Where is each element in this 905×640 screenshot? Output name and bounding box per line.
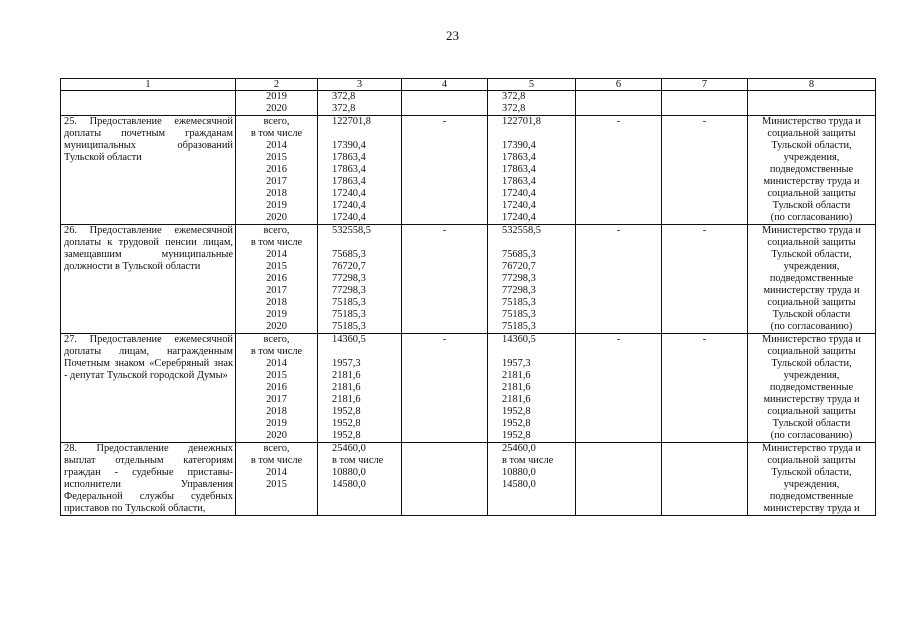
amount-value — [502, 128, 573, 140]
budget-funding-cell — [488, 116, 576, 225]
year-label: 2019 — [266, 418, 287, 429]
amount-value: 2181,6 — [502, 382, 531, 393]
responsible-cell — [748, 443, 876, 516]
year-label: в том числе — [250, 455, 303, 466]
year-label: 2019 — [266, 200, 287, 211]
responsible-line: (по согласованию) — [770, 430, 853, 441]
responsible-line: министерству труда и — [763, 394, 860, 405]
responsible-line: Министерство труда и — [762, 225, 861, 236]
col7-cell — [662, 334, 748, 443]
year-label: всего, — [263, 443, 290, 454]
responsible-line: подведомственные — [769, 491, 854, 502]
year-label: 2020 — [266, 321, 287, 332]
responsible-line: министерству труда и — [763, 285, 860, 296]
amount-value: 1957,3 — [502, 358, 531, 369]
year-label: 2017 — [266, 285, 287, 296]
amount-value: 75185,3 — [502, 321, 536, 332]
year-label: 2015 — [266, 261, 287, 272]
amount-value: 75185,3 — [502, 309, 536, 320]
responsible-cell — [748, 334, 876, 443]
program-row — [61, 116, 876, 225]
amount-value: 1957,3 — [332, 358, 361, 369]
responsible-cell — [748, 116, 876, 225]
year-label: всего, — [263, 334, 290, 345]
responsible-line: Министерство труда и — [762, 443, 861, 454]
year-label: 2017 — [266, 176, 287, 187]
amount-value: 10880,0 — [502, 467, 536, 478]
dash-value: - — [442, 225, 447, 236]
responsible-line: Министерство труда и — [762, 116, 861, 127]
program-row — [61, 334, 876, 443]
dash-value: - — [702, 225, 707, 236]
measure-title: 28. Предоставление денежных выплат отдельным категориям граждан - судебные приставы-исполнители Управления Федеральной службы судебных приставов по Тульской области, — [64, 443, 233, 514]
responsible-line: Тульской области, — [771, 140, 852, 151]
amount-value: 2181,6 — [332, 382, 361, 393]
total-funding-cell — [318, 116, 402, 225]
amount-value: 76720,7 — [502, 261, 536, 272]
responsible-line: учреждения, — [783, 152, 840, 163]
amount-value: 372,8 — [502, 103, 526, 114]
year-label: 2016 — [266, 164, 287, 175]
amount-value: 17240,4 — [332, 200, 366, 211]
amount-value: 122701,8 — [502, 116, 541, 127]
amount-value: 1952,8 — [332, 418, 361, 429]
amount-value: 122701,8 — [332, 116, 371, 127]
continuation-col8-cell — [748, 91, 876, 116]
amount-value: 75185,3 — [332, 309, 366, 320]
responsible-line: подведомственные — [769, 273, 854, 284]
col4-cell — [402, 334, 488, 443]
amount-value: 17390,4 — [502, 140, 536, 151]
responsible-line: министерству труда и — [763, 503, 860, 514]
responsible-line: (по согласованию) — [770, 212, 853, 223]
amount-value: 25460,0 — [332, 443, 366, 454]
responsible-line: подведомственные — [769, 382, 854, 393]
year-label: всего, — [263, 225, 290, 236]
amount-value: 372,8 — [502, 91, 526, 102]
amount-value: 372,8 — [332, 103, 356, 114]
amount-value: 17863,4 — [502, 164, 536, 175]
amount-value: 77298,3 — [502, 285, 536, 296]
responsible-line: (по согласованию) — [770, 321, 853, 332]
amount-value: 1952,8 — [332, 406, 361, 417]
responsible-line: учреждения, — [783, 370, 840, 381]
amount-value: 17863,4 — [332, 152, 366, 163]
responsible-line: подведомственные — [769, 164, 854, 175]
amount-value: 17240,4 — [502, 188, 536, 199]
continuation-title-cell — [61, 91, 236, 116]
amount-value: 77298,3 — [502, 273, 536, 284]
dash-value: - — [442, 116, 447, 127]
amount-value: 75185,3 — [502, 297, 536, 308]
amount-value: 17240,4 — [502, 212, 536, 223]
amount-value: 75685,3 — [332, 249, 366, 260]
col6-cell — [576, 116, 662, 225]
amount-value — [332, 237, 399, 249]
measure-title: 27. Предоставление ежемесячной доплаты лицам, награжденным Почетным знаком «Серебряный знак - депутат Тульской городской Думы» — [64, 334, 233, 381]
year-label: 2015 — [266, 479, 287, 490]
col7-cell — [662, 225, 748, 334]
header-cell: 1 — [61, 79, 236, 91]
continuation-years-cell — [236, 91, 318, 116]
program-row — [61, 443, 876, 516]
amount-value: 2181,6 — [502, 370, 531, 381]
responsible-line: социальной защиты — [767, 128, 856, 139]
responsible-line: Тульской области — [772, 200, 851, 211]
col4-cell — [402, 225, 488, 334]
col4-cell — [402, 443, 488, 516]
responsible-line: Тульской области, — [771, 467, 852, 478]
amount-value: 2181,6 — [332, 370, 361, 381]
measure-title: 25. Предоставление ежемесячной доплаты почетным гражданам муниципальных образований Тульской области — [64, 116, 233, 163]
amount-value: 17863,4 — [332, 164, 366, 175]
amount-value: 75185,3 — [332, 321, 366, 332]
total-funding-cell — [318, 334, 402, 443]
col7-cell — [662, 116, 748, 225]
program-table — [60, 78, 876, 516]
amount-value: 25460,0 — [502, 443, 536, 454]
amount-value: 532558,5 — [502, 225, 541, 236]
budget-funding-cell — [488, 225, 576, 334]
responsible-line: министерству труда и — [763, 176, 860, 187]
responsible-line: учреждения, — [783, 479, 840, 490]
amount-value: 14580,0 — [332, 479, 366, 490]
year-label: 2015 — [266, 152, 287, 163]
header-cell: 2 — [236, 79, 318, 91]
amount-value: 17863,4 — [502, 152, 536, 163]
amount-value: 10880,0 — [332, 467, 366, 478]
year-label: 2018 — [266, 188, 287, 199]
year-label: 2018 — [266, 297, 287, 308]
year-label: в том числе — [250, 346, 303, 357]
col6-cell — [576, 334, 662, 443]
responsible-line: Тульской области — [772, 309, 851, 320]
responsible-line: социальной защиты — [767, 346, 856, 357]
budget-funding-cell — [488, 443, 576, 516]
amount-value: 17240,4 — [502, 200, 536, 211]
total-funding-cell — [318, 443, 402, 516]
amount-value: 14360,5 — [502, 334, 536, 345]
years-cell — [236, 225, 318, 334]
budget-funding-cell — [488, 334, 576, 443]
continuation-col3-cell — [318, 91, 402, 116]
amount-value: 2181,6 — [332, 394, 361, 405]
amount-value: 532558,5 — [332, 225, 371, 236]
year-label: 2014 — [266, 140, 287, 151]
measure-title-cell — [61, 334, 236, 443]
amount-value: 17240,4 — [332, 212, 366, 223]
amount-value — [332, 346, 399, 358]
responsible-line: Тульской области, — [771, 249, 852, 260]
measure-title-cell — [61, 225, 236, 334]
amount-value: 76720,7 — [332, 261, 366, 272]
amount-value: 77298,3 — [332, 285, 366, 296]
page-number: 23 — [446, 28, 459, 43]
year-label: 2019 — [266, 309, 287, 320]
table-body — [61, 79, 876, 516]
header-cell: 5 — [488, 79, 576, 91]
amount-value: 17390,4 — [332, 140, 366, 151]
amount-value — [332, 128, 399, 140]
dash-value: - — [702, 334, 707, 345]
year-label: 2018 — [266, 406, 287, 417]
year-label: 2019 — [266, 91, 287, 102]
amount-value: 75185,3 — [332, 297, 366, 308]
year-label: 2017 — [266, 394, 287, 405]
responsible-line: Тульской области, — [771, 358, 852, 369]
responsible-line: учреждения, — [783, 261, 840, 272]
col7-cell — [662, 443, 748, 516]
amount-value: 1952,8 — [502, 430, 531, 441]
responsible-line: Министерство труда и — [762, 334, 861, 345]
amount-value: в том числе — [332, 455, 384, 466]
years-cell — [236, 116, 318, 225]
amount-value: 14580,0 — [502, 479, 536, 490]
continuation-row — [61, 91, 876, 116]
year-label: 2016 — [266, 273, 287, 284]
dash-value: - — [702, 116, 707, 127]
responsible-line: социальной защиты — [767, 297, 856, 308]
year-label: всего, — [263, 116, 290, 127]
responsible-line: Тульской области — [772, 418, 851, 429]
year-label: 2020 — [266, 212, 287, 223]
continuation-col6-cell — [576, 91, 662, 116]
dash-value: - — [616, 116, 621, 127]
year-label: в том числе — [250, 237, 303, 248]
amount-value: 1952,8 — [502, 418, 531, 429]
amount-value: в том числе — [502, 455, 554, 466]
year-label: 2014 — [266, 467, 287, 478]
responsible-cell — [748, 225, 876, 334]
continuation-col7-cell — [662, 91, 748, 116]
year-label: 2020 — [266, 430, 287, 441]
col4-cell — [402, 116, 488, 225]
responsible-line: социальной защиты — [767, 188, 856, 199]
measure-title: 26. Предоставление ежемесячной доплаты к трудовой пенсии лицам, замещавшим муниципальные должности в Тульской области — [64, 225, 233, 272]
amount-value: 17863,4 — [332, 176, 366, 187]
year-label: 2016 — [266, 382, 287, 393]
amount-value: 2181,6 — [502, 394, 531, 405]
year-label: 2020 — [266, 103, 287, 114]
continuation-col4-cell — [402, 91, 488, 116]
header-cell: 7 — [662, 79, 748, 91]
amount-value: 1952,8 — [332, 430, 361, 441]
continuation-col5-cell — [488, 91, 576, 116]
dash-value: - — [616, 334, 621, 345]
header-cell: 3 — [318, 79, 402, 91]
header-cell: 6 — [576, 79, 662, 91]
responsible-line: социальной защиты — [767, 455, 856, 466]
amount-value: 1952,8 — [502, 406, 531, 417]
responsible-line: социальной защиты — [767, 406, 856, 417]
total-funding-cell — [318, 225, 402, 334]
program-row — [61, 225, 876, 334]
amount-value: 17863,4 — [502, 176, 536, 187]
col6-cell — [576, 225, 662, 334]
amount-value — [502, 346, 573, 358]
amount-value: 14360,5 — [332, 334, 366, 345]
header-row — [61, 79, 876, 91]
header-cell: 8 — [748, 79, 876, 91]
year-label: в том числе — [250, 128, 303, 139]
header-cell: 4 — [402, 79, 488, 91]
year-label: 2015 — [266, 370, 287, 381]
years-cell — [236, 334, 318, 443]
years-cell — [236, 443, 318, 516]
amount-value: 77298,3 — [332, 273, 366, 284]
measure-title-cell — [61, 443, 236, 516]
amount-value: 75685,3 — [502, 249, 536, 260]
year-label: 2014 — [266, 358, 287, 369]
measure-title-cell — [61, 116, 236, 225]
dash-value: - — [616, 225, 621, 236]
dash-value: - — [442, 334, 447, 345]
amount-value: 372,8 — [332, 91, 356, 102]
year-label: 2014 — [266, 249, 287, 260]
col6-cell — [576, 443, 662, 516]
amount-value: 17240,4 — [332, 188, 366, 199]
responsible-line: социальной защиты — [767, 237, 856, 248]
amount-value — [502, 237, 573, 249]
